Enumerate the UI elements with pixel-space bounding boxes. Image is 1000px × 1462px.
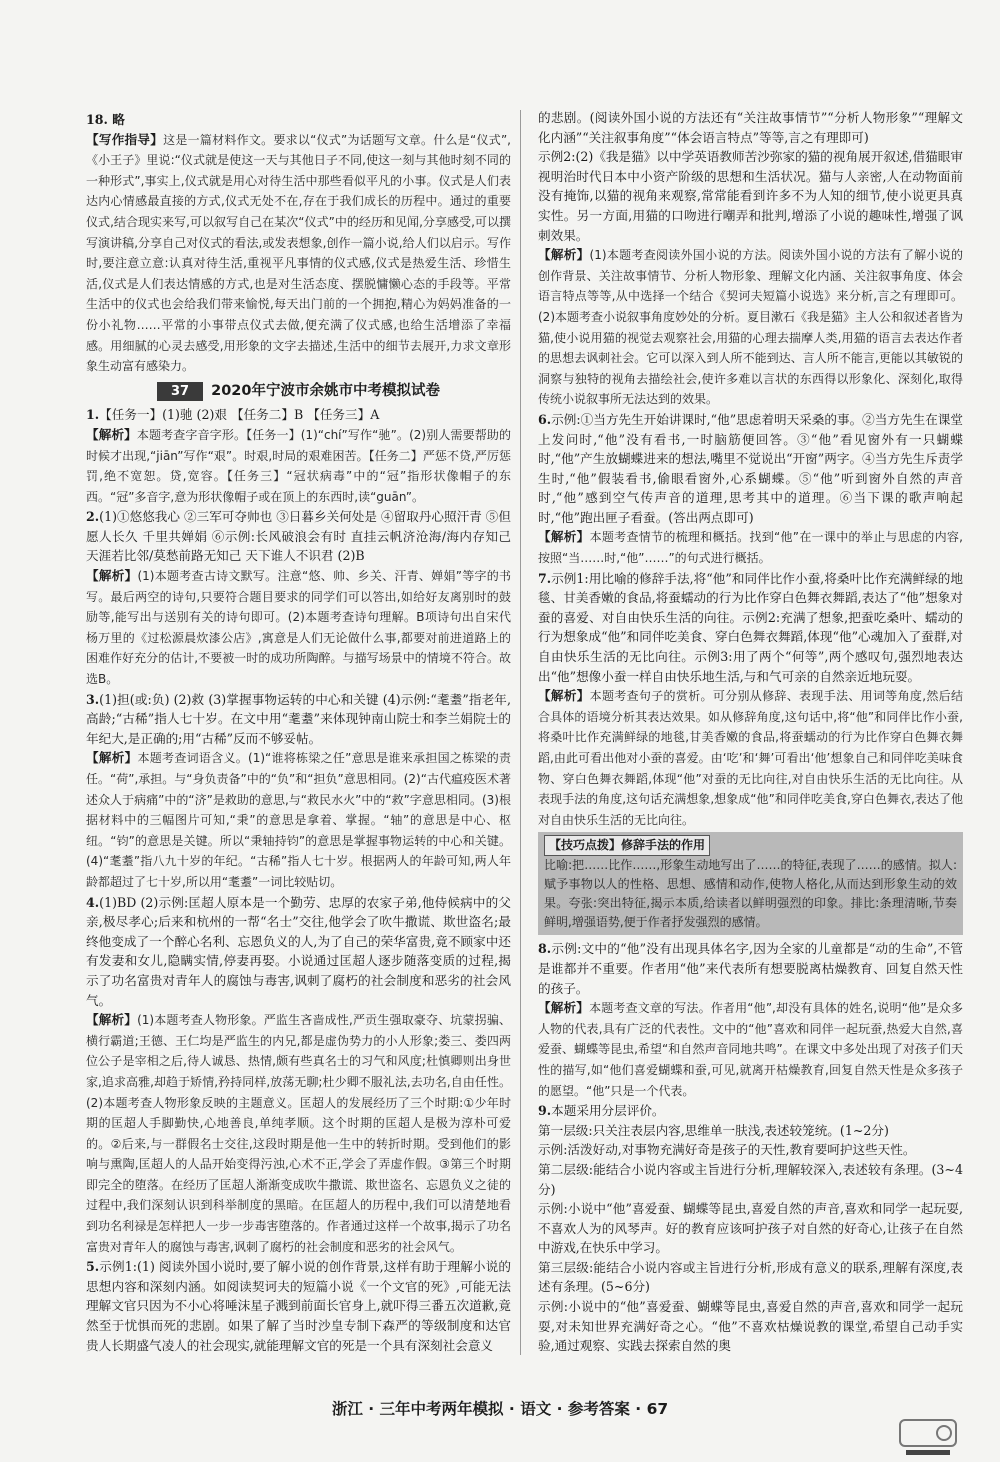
q3-block [86,690,511,893]
q5-analysis: (1)本题考查阅读外国小说的方法。阅读外国小说的方法有了解小说的创作背景、关注故事情节、分析人物形象、理解文化内涵、关注叙事角度、体会语言特点等等,从中选择一个结合《契诃夫短篇小说选》来分析,言之有理即可。(2)本题考查小说叙事角度妙处的分析。夏目漱石《我是猫》主人公和叙述者皆为猫,使小说用猫的视觉去观察社会,用猫的心理去揣摩人类,用猫的语言去表达作者的思想去讽刺社会。它可以深入到人所不能到达、言人所不能言,更能以其敏锐的洞察与独特的视角去描绘社会,使许多难以言状的东西得以形象化、深刻化,取得传统小说叙事所无法达到的效果。 [538,248,964,407]
q7-analysis-tag: 【解析】 [538,688,590,704]
q6-answer: 示例:①当方先生开始讲课时,“他”思虑着明天采桑的事。②当方先生在课堂上发问时,“他”没有看书,一时脑筋便回答。③“他”看见窗外有一只蝴蝶时,“他”产生放蝴蝶进来的想法,嘴里不觉说出“开窗”两字。④当方先生斥责学生时,“他”假装看书,偷眼看窗外,心系蝴蝶。⑤“他”听到窗外自然的声音时,“他”感到空气传声音的道理,思考其中的道理。⑥当下课的歌声响起时,“他”跑出匣子看蚕。(答出两点即可) [538,411,963,525]
writing-guide-tag: 【写作指导】 [86,131,164,147]
q9-level2: 第二层级:能结合小说内容或主旨进行分析,理解较深入,表述较有条理。(3~4分) [538,1161,963,1197]
q3-analysis-tag: 【解析】 [86,750,138,766]
q7-number: 7. [538,570,552,586]
column-divider [520,110,521,1355]
q5-continued-text: 的悲剧。(阅读外国小说的方法还有“关注故事情节”“分析人物形象”“理解文化内涵”“关注叙事角度”“体会语言特点”等等,言之有理即可) [538,110,963,145]
q9-example1: 示例:活泼好动,对事物充满好奇是孩子的天性,教育要呵护这些天性。 [538,1142,916,1158]
section-title: 2020年宁波市余姚市中考模拟试卷 [211,382,440,399]
q1-block [86,405,511,507]
q7-block [538,569,963,831]
left-column [86,110,511,1355]
q9-block [538,1101,963,1356]
q3-answer: (1)担(或:负) (2)救 (3)掌握事物运转的中心和关键 (4)示例:“耄耋”指老年,高龄;“古稀”指人七十岁。在文中用“耄耋”来体现钟南山院士和李兰娟院士的年纪大,是正确的;用“古稀”反而不够妥帖。 [86,691,511,746]
q5-example2: 示例2:(2)《我是猫》以中学英语教师苦沙弥家的猫的视角展开叙述,借猫眼审视明治时代日本中小资产阶级的思想和生活状况。猫与人亲密,人在动物面前没有掩饰,以猫的视角来观察,常常能看到许多不为人知的细节,使小说更具真实性。另一方面,用猫的口吻进行嘲弄和批判,增添了小说的趣味性,增强了讽刺效果。 [538,149,963,243]
q2-analysis-tag: 【解析】 [86,568,138,584]
q9-number: 9. [538,1103,552,1119]
q9-example2: 示例:小说中“他”喜爱蚕、蝴蝶等昆虫,喜爱自然的声音,喜欢和同学一起玩耍,不喜欢人为的风琴声。好的教育应该呵护孩子对自然的好奇心,让孩子在自然中游戏,在快乐中学习。 [538,1201,963,1256]
q1-answer: 【任务一】(1)驰 (2)艰 【任务二】B 【任务三】A [99,407,380,423]
q8-analysis: 本题考查文章的写法。作者用“他”,却没有具体的姓名,说明“他”是众多人物的代表,具有广泛的代表性。文中的“他”喜欢和同伴一起玩蚕,热爱大自然,喜爱蚕、蝴蝶等昆虫,希望“和自然声音同地共鸣”。在课文中多处出现了对孩子们天性的描写,如“他们喜爱蝴蝶和蚕,可见,就离开枯燥教育,回复自然天性是众多孩子的愿望。“他”只是一个代表。 [538,1001,964,1098]
watermark-logo-icon [898,1418,958,1458]
q3-analysis: 本题考查词语含义。(1)“谁将栋梁之任”意思是谁来承担国之栋梁的责任。“荷”,承担。与“身负责备”中的“负”和“担负”意思相同。(2)“古代瘟疫医术著述众人于病痛”中的“济”是救助的意思,与“救民水火”中的“救”字意思相同。(3)根据材料中的三幅图片可知,“秉”的意思是拿着、掌握。“轴”的意思是中心、枢纽。“钧”的意思是关键。所以“秉轴持钧”的意思是掌握事物运转的中心和关键。(4)“耄耋”指八九十岁的年纪。“古稀”指人七十岁。根据两人的年龄可知,两人年龄都超过了七十岁,所以用“耄耋”一词比较贴切。 [86,751,512,889]
q18-block [86,110,511,377]
q4-block [86,893,511,1258]
q5-continued [538,108,963,410]
tip-text: 比喻:把……比作……,形象生动地写出了……的特征,表现了……的感情。拟人:赋予事物以人的性格、思想、感情和动作,使物人格化,从而达到形象生动的效果。夸张:突出特征,揭示本质,给读者以鲜明强烈的印象。排比:条理清晰,节奏鲜明,增强语势,便于作者抒发强烈的感情。 [544,858,957,930]
q8-block [538,939,963,1101]
q8-analysis-tag: 【解析】 [538,1000,590,1016]
q6-analysis-tag: 【解析】 [538,529,590,545]
q5-analysis-tag: 【解析】 [538,247,590,263]
q18-number: 18. 略 [86,112,125,127]
q2-analysis: (1)本题考查古诗文默写。注意“悠、帅、乡关、汗青、婵娟”等字的书写。最后两空的诗句,只要符合题目要求的同学们可以答出,如给好友离别时的鼓励等,能写出与送别有关的诗句即可。(2)本题考查诗句理解。B项诗句出自宋代杨万里的《过松源晨炊漆公店》,寓意是人们无论做什么事,都要对前进道路上的困难作好充分的估计,不要被一时的成功所陶醉。与描写场景中的情境不符合。故选B。 [86,569,512,687]
q5-block [86,1257,511,1355]
tip-title: 修辞手法的作用 [621,838,706,853]
q9-example3: 示例:小说中的“他”喜爱蚕、蝴蝶等昆虫,喜爱自然的声音,喜欢和同学一起玩耍,对未知世界充满好奇之心。“他”不喜欢枯燥说教的课堂,希望自己动手实验,通过观察、实践去探索自然的奥 [538,1299,963,1354]
q8-answer: 示例:文中的“他”没有出现具体名字,因为全家的儿童都是“动的生命”,不管是谁都并不重要。作者用“他”来代表所有想要脱离枯燥教育、回复自然天性的孩子。 [538,941,963,996]
section-number: 37 [157,382,203,402]
q2-answer: (1)①悠悠我心 ②三军可夺帅也 ③日暮乡关何处是 ④留取丹心照汗青 ⑤但愿人长久 千里共婵娟 ⑥示例:长风破浪会有时 直挂云帆济沧海/海内存知己 天涯若比邻/莫愁前路无知己 天下谁人不识君 (2)B [86,509,511,564]
q4-analysis: (1)本题考查人物形象。严监生吝啬成性,严贡生强取豪夺、坑蒙拐骗、横行霸道;王德、王仁均是严监生的内兄,都是虚伪势力的小人形象;娄三、娄四两位公子是宰相之后,待人诚恳、热情,颇有些真名士的习气和风度;杜慎卿则出身世家,追求高雅,却趋于矫情,矜持同样,放荡无聊;杜少卿不服礼法,去功名,自由任性。(2)本题考查人物形象反映的主题意义。匡超人的发展经历了三个时期:①少年时期的匡超人手脚勤快,心地善良,单纯孝顺。这个时期的匡超人是极为淳朴可爱的。②后来,与一群假名士交往,这段时期是他一生中的转折时期。受到他们的影响与熏陶,匡超人的人品开始变得污浊,心术不正,学会了弄虚作假。③第三个时期即完全的堕落。在经历了匡超人渐渐变成吹牛撒谎、欺世盗名、忘恩负义之徒的过程中,我们深刻认识到科举制度的黑暗。在匡超人的历程中,我们可以清楚地看到功名利禄是怎样把人一步一步毒害堕落的。作者通过这样一个故事,揭示了功名富贵对青年人的腐蚀与毒害,讽刺了腐朽的社会制度和恶劣的社会风气。 [86,1013,511,1254]
tip-tag: 【技巧点拨】 [549,838,622,853]
q4-number: 4. [86,894,100,910]
q7-answer: 示例1:用比喻的修辞手法,将“他”和同伴比作小蚕,将桑叶比作充满鲜绿的地毯、甘美香嫩的食品,将蚕蠕动的行为比作穿白色舞衣舞蹈,表达了“他”想象对蚕的喜爱、对自由快乐生活的向往。示例2:充满了想象,把蚕吃桑叶、蠕动的行为想象成“他”和同伴吃美食、穿白色舞衣舞蹈,体现“他”心魂加入了蚕群,对自由快乐生活的无比向往。示例3:用了两个“何等”,两个感叹句,强烈地表达出“他”想像小蚕一样自由快乐地生活,与和气可亲的自然亲近地玩耍。 [538,570,963,684]
q4-answer: (1)BD (2)示例:匡超人原本是一个勤劳、忠厚的农家子弟,他侍候病中的父亲,极尽孝心;后来和杭州的一帮“名士”交往,他学会了吹牛撒谎、欺世盗名;最终他变成了一个醉心名利、忘恩负义的人,为了自己的荣华富贵,竟不顾家中还有发妻和女儿,隐瞒实情,停妻再娶。小说通过匡超人逐步随落变质的过程,揭示了功名富贵对青年人的腐蚀与毒害,讽刺了腐朽的社会制度和恶劣的社会风气。 [86,894,511,1008]
q6-block [538,410,963,569]
q4-analysis-tag: 【解析】 [86,1012,138,1028]
technique-tip-box [538,832,963,935]
q5-example1: 示例1:(1) 阅读外国小说时,要了解小说的创作背景,这样有助于理解小说的思想内容和深刻内涵。如阅读契诃夫的短篇小说《一个文官的死》,可能无法理解文官只因为不小心将唾沫星子溅到前面长官身上,就吓得三番五次道歉,竟然至于忧惧而死的悲剧。如果了解了当时沙皇专制下森严的等级制度和达官贵人长期盛气凌人的社会现实,就能理解文官的死是一个具有深刻社会意义 [86,1259,511,1353]
right-column [538,108,963,1356]
page-footer: 浙江 · 三年中考两年模拟 · 语文 · 参考答案 · 67 [331,1400,669,1418]
q3-number: 3. [86,691,100,707]
q9-intro: 本题采用分层评价。 [551,1103,665,1119]
q8-number: 8. [538,941,552,957]
q7-analysis: 本题考查句子的赏析。可分别从修辞、表现手法、用词等角度,然后结合具体的语境分析其表达效果。如从修辞角度,这句话中,将“他”和同伴比作小蚕,将桑叶比作充满鲜绿的地毯,甘美香嫩的食品,将蚕蠕动的行为比作穿白色舞衣舞蹈,由此可看出他对小蚕的喜爱。由‘吃’和‘舞’可看出‘他’想象自己和同伴吃美味食物、穿白色舞衣舞蹈,体现“他”对蚕的无比向往,对自由快乐生活的无比向往。从表现手法的角度,这句话充满想象,想象成“他”和同伴吃美食,穿白色舞衣,表达了他对自由快乐生活的无比向往。 [538,689,964,827]
q9-level3: 第三层级:能结合小说内容或主旨进行分析,形成有意义的联系,理解有深度,表述有条理。(5~6分) [538,1259,963,1295]
q9-level1: 第一层级:只关注表层内容,思维单一肤浅,表述较笼统。(1~2分) [538,1122,889,1138]
q5-number: 5. [86,1259,100,1275]
q1-number: 1. [86,407,100,423]
q2-block [86,507,511,689]
q1-analysis: 本题考查字音字形。【任务一】(1)“chí”写作“驰”。(2)别人需要帮助的时候才出现,“jiān”写作“艰”。时艰,时局的艰难困苦。【任务二】严惩不贷,严厉惩罚,绝不宽恕。贷,宽容。【任务三】“冠状病毒”中的“冠”指形状像帽子的东西。“冠”多音字,意为形状像帽子或在顶上的东西时,读“guān”。 [86,427,512,504]
q6-analysis: 本题考查情节的梳理和概括。找到“他”在一课中的举止与思虑的内容,按照“当……时,“他”……”的句式进行概括。 [538,530,963,566]
q2-number: 2. [86,509,100,525]
writing-guide-text: 这是一篇材料作文。要求以“仪式”为话题写文章。什么是“仪式”,《小王子》里说:“仪式就是使这一天与其他日子不同,使这一刻与其他时刻不同的一种形式”,事实上,仪式就是用心对待生活中那些看似平凡的小事。仪式是人们表达内心情感最直接的方式,仪式无处不在,存在于我们成长的历程中。通过的重要仪式,结合现实来写,可以叙写自己在某次“仪式”中的经历和见闻,分享感受,可以撰写演讲稿,分享自己对仪式的看法,或发表想象,创作一篇小说,给人们以启示。写作时,要注意立意:认真对待生活,重视平凡事情的仪式感,仪式是热爱生活、珍惜生活,仪式是人们表达情感的方式,也是对生活态度、摆脱慵懒心态的手段等。平常生活中的仪式也会给我们带来愉悦,每天出门前的一个拥抱,精心为妈妈准备的一份小礼物……平常的小事带点仪式去做,便充满了仪式感,也给生活增添了幸福感。用细腻的心灵去感受,用形象的文字去描述,生活中的细节去展开,力求文章形象生动富有感染力。 [86,132,511,374]
tip-heading [544,835,710,856]
section-heading [86,382,511,402]
q6-number: 6. [538,411,552,427]
q1-analysis-tag: 【解析】 [86,426,137,442]
